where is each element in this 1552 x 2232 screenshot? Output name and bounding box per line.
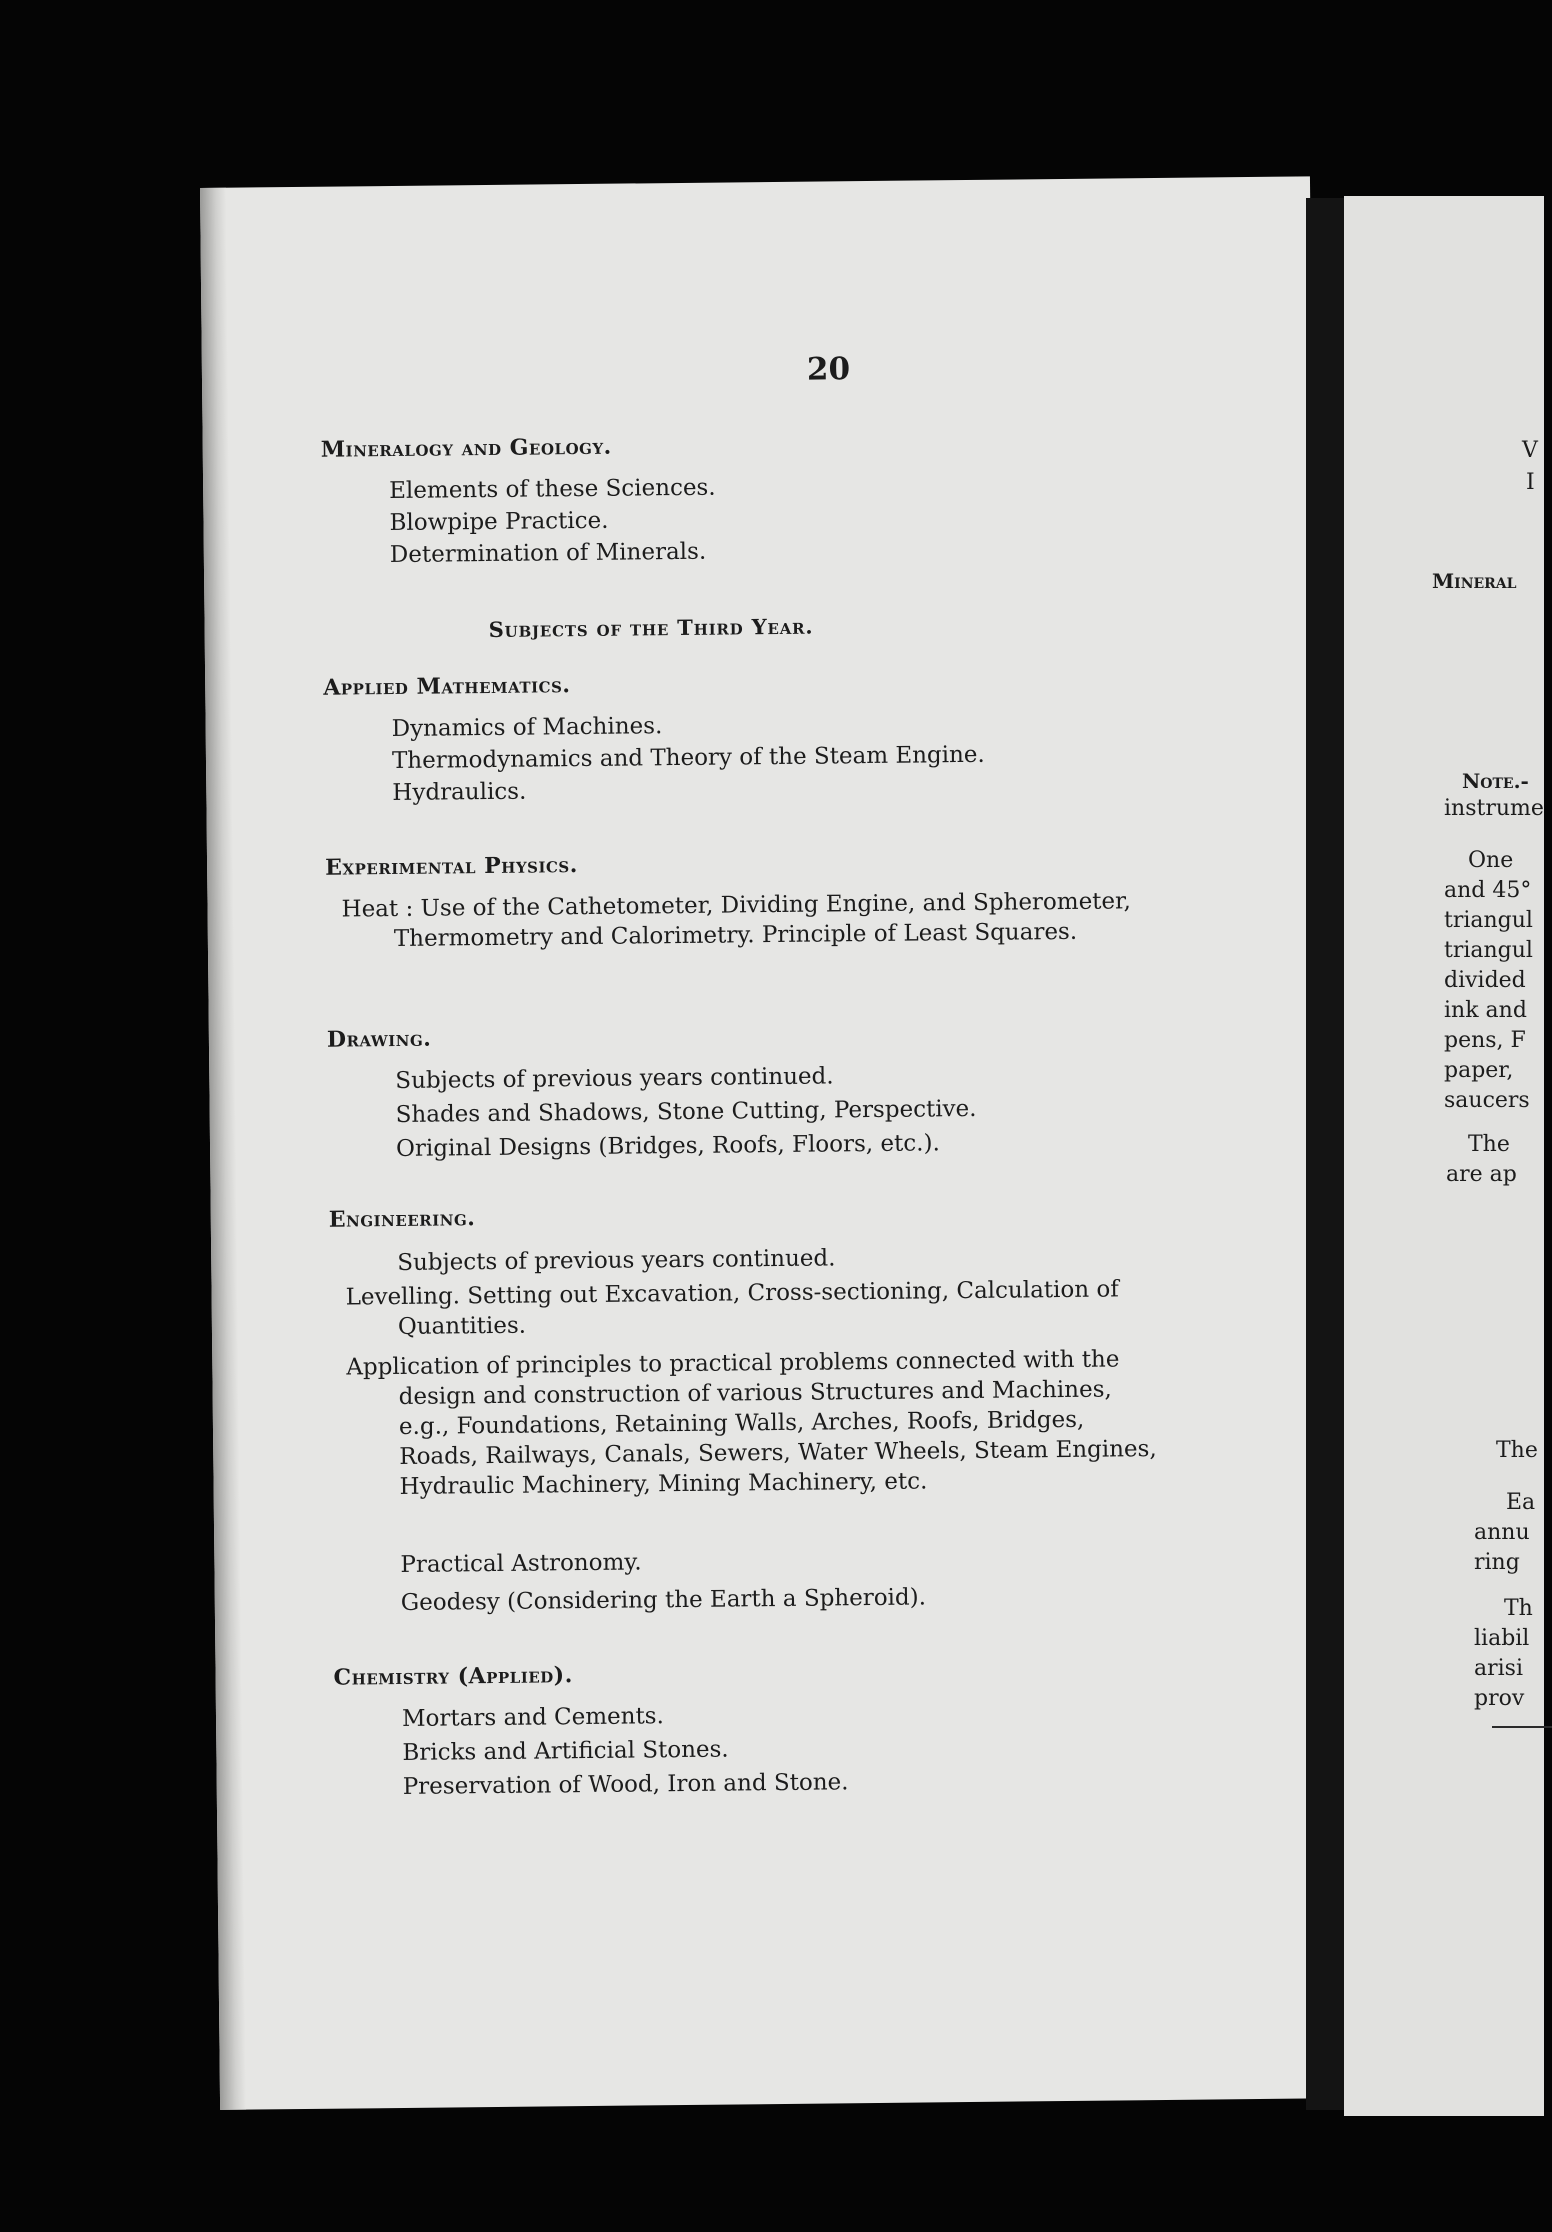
facing-text-fragment: liabil <box>1474 1626 1530 1651</box>
facing-text-fragment: arisi <box>1474 1656 1523 1681</box>
facing-text-fragment: One <box>1468 848 1514 873</box>
facing-rule <box>1492 1726 1552 1728</box>
page-edge <box>200 188 246 2110</box>
facing-text-fragment: Note.- <box>1462 769 1529 793</box>
list-item: Geodesy (Considering the Earth a Spheroid). <box>400 1584 927 1616</box>
list-item: Thermodynamics and Theory of the Steam Engine. <box>391 741 985 775</box>
facing-text-fragment: ring <box>1474 1550 1520 1575</box>
facing-text-fragment: V <box>1522 438 1538 463</box>
facing-text-fragment: Th <box>1504 1596 1533 1621</box>
third-year-heading: Subjects of the Third Year. <box>488 613 814 643</box>
section-heading-chemistry: Chemistry (Applied). <box>333 1662 573 1691</box>
list-item: Dynamics of Machines. <box>391 713 663 743</box>
facing-text-fragment: saucers <box>1444 1088 1530 1113</box>
left-page <box>200 176 1330 2110</box>
book-gutter <box>1306 198 1344 2110</box>
facing-text-fragment: divided <box>1444 968 1526 993</box>
facing-text-fragment: The <box>1496 1438 1538 1463</box>
facing-text-fragment: prov <box>1474 1686 1525 1711</box>
facing-page <box>1344 196 1544 2116</box>
list-item: Levelling. Setting out Excavation, Cross-sectioning, Calculation of Quantities. <box>345 1276 1119 1340</box>
list-item: Subjects of previous years continued. <box>397 1245 836 1276</box>
list-item: Bricks and Artificial Stones. <box>402 1736 729 1766</box>
facing-text-fragment: annu <box>1474 1520 1530 1545</box>
section-heading-mineralogy: Mineralogy and Geology. <box>320 433 612 463</box>
section-heading-engineering: Engineering. <box>328 1205 476 1233</box>
facing-text-fragment: I <box>1526 470 1535 495</box>
facing-text-fragment: instrume <box>1444 796 1544 821</box>
list-item: Determination of Minerals. <box>389 538 707 569</box>
list-item: Shades and Shadows, Stone Cutting, Perspective. <box>395 1095 977 1129</box>
list-item: Heat : Use of the Cathetometer, Dividing Engine, and Spherometer, Thermometry and Calorimetry. Principle of Least Squares. <box>341 888 1132 953</box>
facing-text-fragment: ink and <box>1444 998 1527 1023</box>
facing-text-fragment: paper, <box>1444 1058 1514 1083</box>
facing-text-fragment: pens, F <box>1444 1028 1526 1053</box>
facing-text-fragment: and 45° <box>1444 878 1532 903</box>
page-number: 20 <box>806 351 851 388</box>
facing-text-fragment: The <box>1468 1132 1510 1157</box>
list-item: Subjects of previous years continued. <box>395 1063 834 1095</box>
list-item: Blowpipe Practice. <box>389 507 609 537</box>
facing-text-fragment: are ap <box>1446 1162 1517 1187</box>
section-heading-applied-mathematics: Applied Mathematics. <box>323 672 571 701</box>
list-item: Hydraulics. <box>392 778 527 807</box>
section-heading-experimental-physics: Experimental Physics. <box>324 852 578 881</box>
facing-text-fragment: triangul <box>1444 938 1533 963</box>
facing-text-fragment: Ea <box>1506 1490 1536 1515</box>
facing-text-fragment: Mineral <box>1432 569 1517 593</box>
list-item: Elements of these Sciences. <box>389 474 716 505</box>
section-heading-drawing: Drawing. <box>326 1025 432 1053</box>
list-item: Preservation of Wood, Iron and Stone. <box>402 1769 849 1800</box>
list-item: Application of principles to practical problems connected with the design and construction of various Structures and Machines, e.g., Foundations, Retaining Walls, Arches, Roofs, Bridges, Roads, Railways, Canals, Sewers, Water Wheels, Steam Engines, Hydraulic Machinery, Mining Machinery, etc. <box>346 1346 1157 1500</box>
list-item: Original Designs (Bridges, Roofs, Floors, etc.). <box>395 1130 940 1162</box>
list-item: Mortars and Cements. <box>401 1703 664 1732</box>
facing-text-fragment: triangul <box>1444 908 1533 933</box>
list-item: Practical Astronomy. <box>400 1549 642 1578</box>
